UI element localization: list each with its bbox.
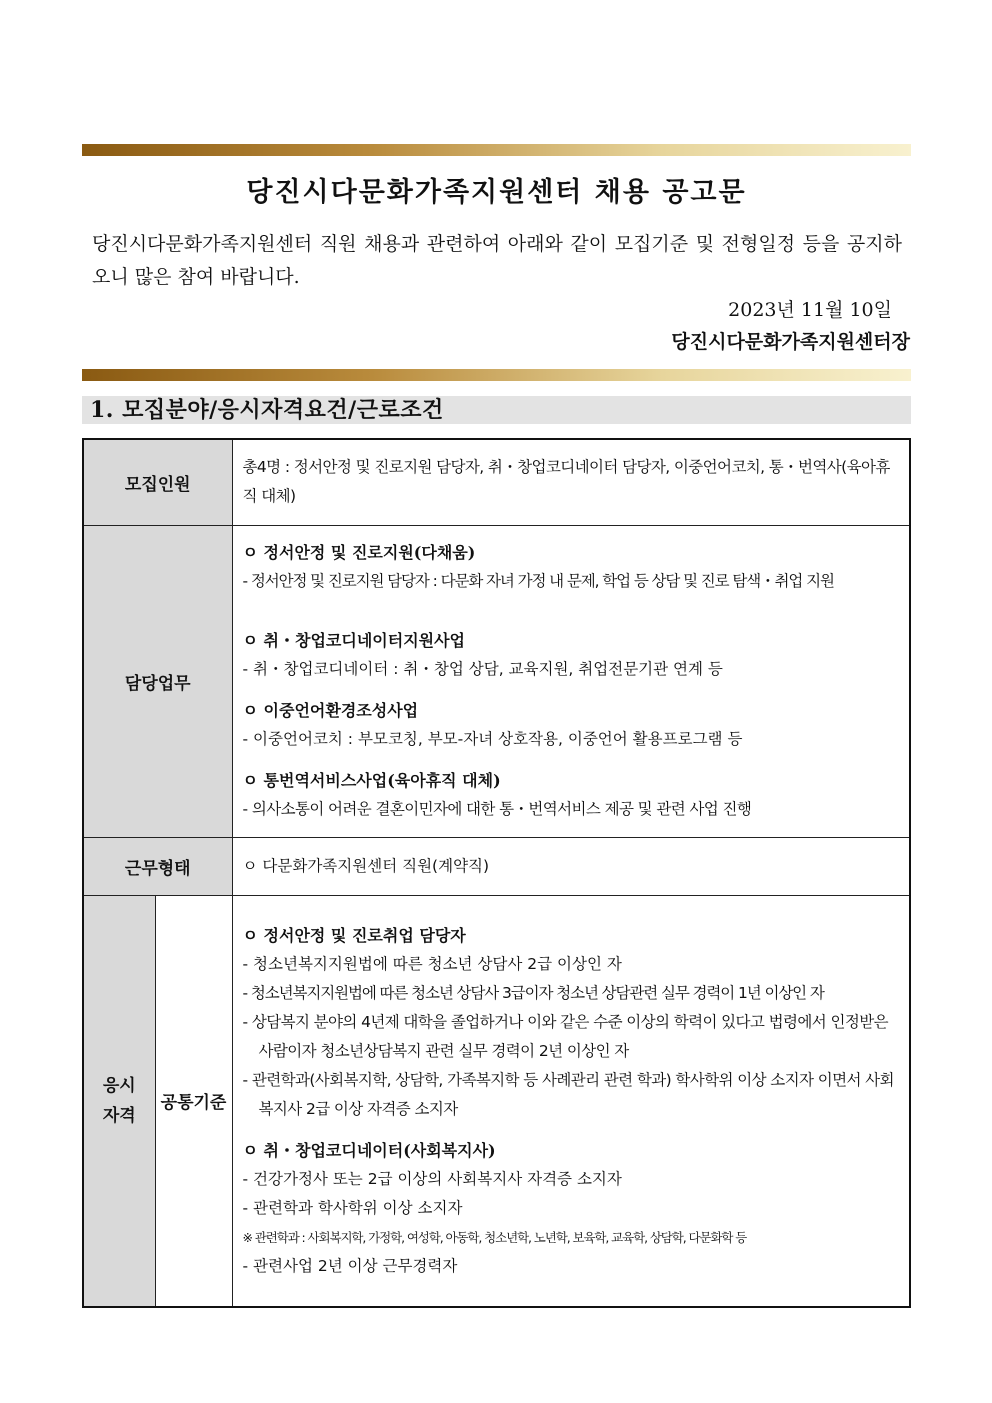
- recruit-text: 총4명 : 정서안정 및 진로지원 담당자, 취・창업코디네이터 담당자, 이중언어코치, 통・번역사(육아휴직 대체): [242, 458, 890, 506]
- duty-head: ㅇ 정서안정 및 진로지원(다채움): [242, 543, 476, 562]
- duty-line: - 정서안정 및 진로지원 담당자 : 다문화 자녀 가정 내 문제, 학업 등 상담 및 진로 탐색・취업 지원: [242, 572, 834, 590]
- page-title: 당진시다문화가족지원센터 채용 공고문: [246, 177, 747, 208]
- content-qualification: [232, 895, 910, 1307]
- qualification-line: - 건강가정사 또는 2급 이상의 사회복지사 자격증 소지자: [242, 1169, 622, 1188]
- content-duties: [232, 525, 910, 837]
- label-qualification: 응시 자격: [83, 895, 155, 1307]
- label-common-criteria: 공통기준: [155, 895, 232, 1307]
- announcement-date: 2023년 11월 10일: [728, 299, 892, 321]
- qualification-line: - 관련학과(사회복지학, 상담학, 가족복지학 등 사례관리 관련 학과) 학사학위 이상 소지자 이면서 사회복지사 2급 이상 자격증 소지자: [242, 1070, 894, 1118]
- row-work-type: [83, 837, 910, 895]
- duty-head: ㅇ 이중언어환경조성사업: [242, 701, 419, 720]
- qualification-head: ㅇ 정서안정 및 진로취업 담당자: [242, 925, 466, 945]
- duty-line: - 취・창업코디네이터 : 취・창업 상담, 교육지원, 취업전문기관 연계 등: [242, 660, 723, 678]
- duty-line: - 의사소통이 어려운 결혼이민자에 대한 통・번역서비스 제공 및 관련 사업 진행: [242, 800, 752, 818]
- label-duties: 담당업무: [83, 525, 232, 837]
- label-recruit: 모집인원: [83, 439, 232, 525]
- recruitment-table: [82, 438, 911, 1308]
- work-type-text: ㅇ 다문화가족지원센터 직원(계약직): [242, 856, 490, 875]
- intro-paragraph: 당진시다문화가족지원센터 직원 채용과 관련하여 아래와 같이 모집기준 및 전형일정 등을 공지하오니 많은 참여 바랍니다.: [92, 233, 902, 288]
- duty-head: ㅇ 취・창업코디네이터지원사업: [242, 631, 466, 650]
- qualification-line: - 청소년복지지원법에 따른 청소년 상담사 2급 이상인 자: [242, 954, 622, 973]
- content-recruit: [232, 439, 910, 525]
- qualification-line: - 관련사업 2년 이상 근무경력자: [242, 1256, 458, 1275]
- related-majors-note: ※ 관련학과 : 사회복지학, 가정학, 여성학, 아동학, 청소년학, 노년학, 보육학, 교육학, 상담학, 다문화학 등: [242, 1229, 747, 1245]
- qualification-line: - 관련학과 학사학위 이상 소지자: [242, 1198, 463, 1217]
- row-duties: [83, 525, 910, 837]
- middle-decorative-bar: [82, 369, 911, 381]
- section-heading: 1. 모집분야/응시자격요건/근로조건: [82, 396, 911, 424]
- signer-name: 당진시다문화가족지원센터장: [671, 331, 910, 353]
- duty-head: ㅇ 통번역서비스사업(육아휴직 대체): [242, 771, 501, 790]
- qualification-line: - 상담복지 분야의 4년제 대학을 졸업하거나 이와 같은 수준 이상의 학력이 있다고 법령에서 인정받은 사람이자 청소년상담복지 관련 실무 경력이 2년 이상인 자: [242, 1012, 888, 1060]
- label-work-type: 근무형태: [83, 837, 232, 895]
- qualification-head: ㅇ 취・창업코디네이터(사회복지사): [242, 1140, 496, 1160]
- row-qualification: [83, 895, 910, 1307]
- duty-line: - 이중언어코치 : 부모코칭, 부모-자녀 상호작용, 이중언어 활용프로그램 등: [242, 730, 743, 748]
- qualification-line: - 청소년복지지원법에 따른 청소년 상담사 3급이자 청소년 상담관련 실무 경력이 1년 이상인 자: [242, 983, 824, 1002]
- top-decorative-bar: [82, 144, 911, 156]
- content-work-type: [232, 837, 910, 895]
- row-recruit: [83, 439, 910, 525]
